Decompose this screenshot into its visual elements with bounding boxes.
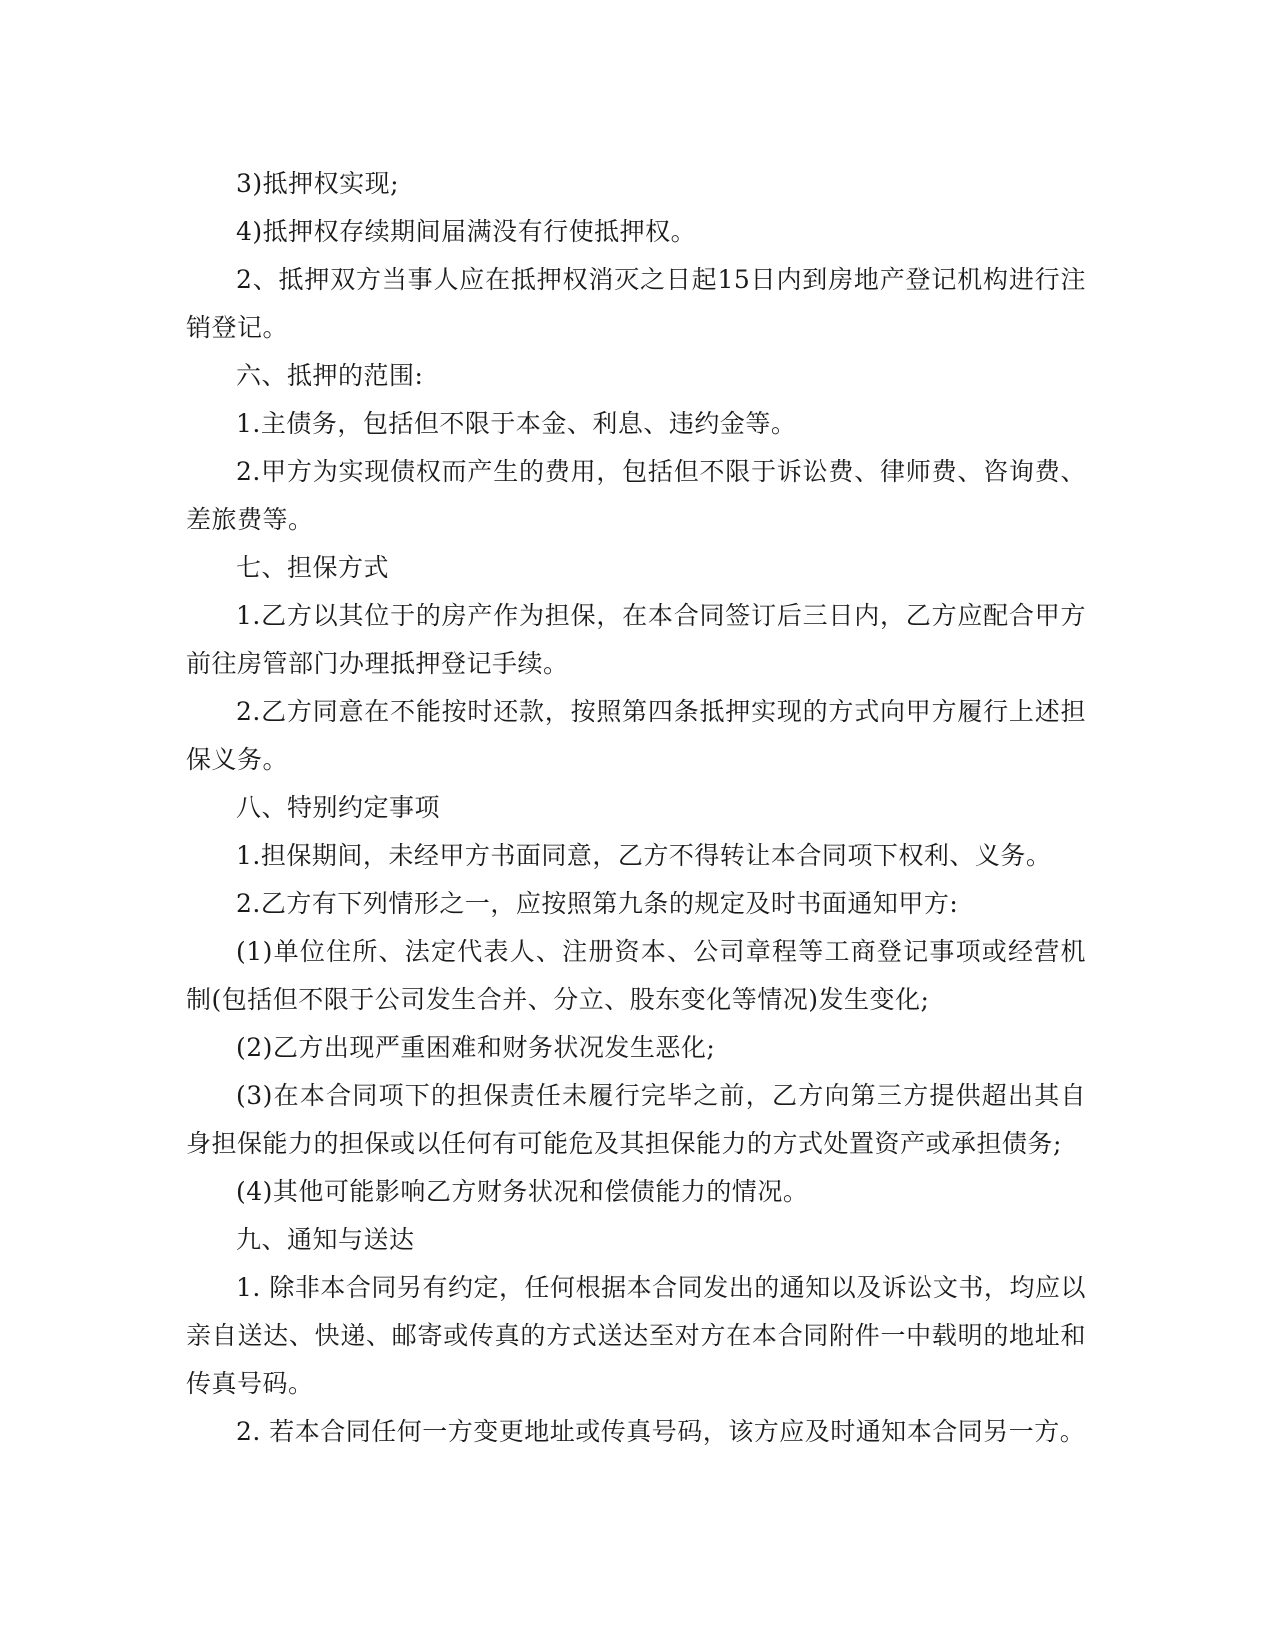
notice-item-1: 1. 除非本合同另有约定，任何根据本合同发出的通知以及诉讼文书，均应以亲自送达、快递、邮寄或传真的方式送达至对方在本合同附件一中载明的地址和传真号码。 xyxy=(186,1273,1086,1398)
scope-item-2: 2.甲方为实现债权而产生的费用，包括但不限于诉讼费、律师费、咨询费、差旅费等。 xyxy=(186,457,1086,534)
section-heading-guarantee-method: 七、担保方式 xyxy=(236,553,390,582)
special-item-1: 1.担保期间，未经甲方书面同意，乙方不得转让本合同项下权利、义务。 xyxy=(236,841,1052,870)
special-subitem-2: (2)乙方出现严重困难和财务状况发生恶化; xyxy=(236,1033,716,1062)
special-subitem-4: (4)其他可能影响乙方财务状况和偿债能力的情况。 xyxy=(236,1177,809,1206)
notice-item-2: 2. 若本合同任何一方变更地址或传真号码，该方应及时通知本合同另一方。 xyxy=(236,1417,1086,1446)
section-heading-notice: 九、通知与送达 xyxy=(236,1225,415,1254)
section-heading-special-terms: 八、特别约定事项 xyxy=(236,793,441,822)
guarantee-item-1: 1.乙方以其位于的房产作为担保，在本合同签订后三日内，乙方应配合甲方前往房管部门办理抵押登记手续。 xyxy=(186,601,1086,678)
document-body xyxy=(186,160,1086,1456)
special-subitem-1: (1)单位住所、法定代表人、注册资本、公司章程等工商登记事项或经营机制(包括但不限于公司发生合并、分立、股东变化等情况)发生变化; xyxy=(186,937,1086,1014)
guarantee-item-2: 2.乙方同意在不能按时还款，按照第四条抵押实现的方式向甲方履行上述担保义务。 xyxy=(186,697,1086,774)
clause-item-3: 3)抵押权实现; xyxy=(236,169,400,198)
special-subitem-3: (3)在本合同项下的担保责任未履行完毕之前，乙方向第三方提供超出其自身担保能力的担保或以任何有可能危及其担保能力的方式处置资产或承担债务; xyxy=(186,1081,1086,1158)
clause-deregistration: 2、抵押双方当事人应在抵押权消灭之日起15日内到房地产登记机构进行注销登记。 xyxy=(186,265,1086,342)
scope-item-1: 1.主债务，包括但不限于本金、利息、违约金等。 xyxy=(236,409,797,438)
clause-item-4: 4)抵押权存续期间届满没有行使抵押权。 xyxy=(236,217,697,246)
section-heading-scope: 六、抵押的范围: xyxy=(236,361,424,390)
special-item-2: 2.乙方有下列情形之一，应按照第九条的规定及时书面通知甲方: xyxy=(236,889,959,918)
